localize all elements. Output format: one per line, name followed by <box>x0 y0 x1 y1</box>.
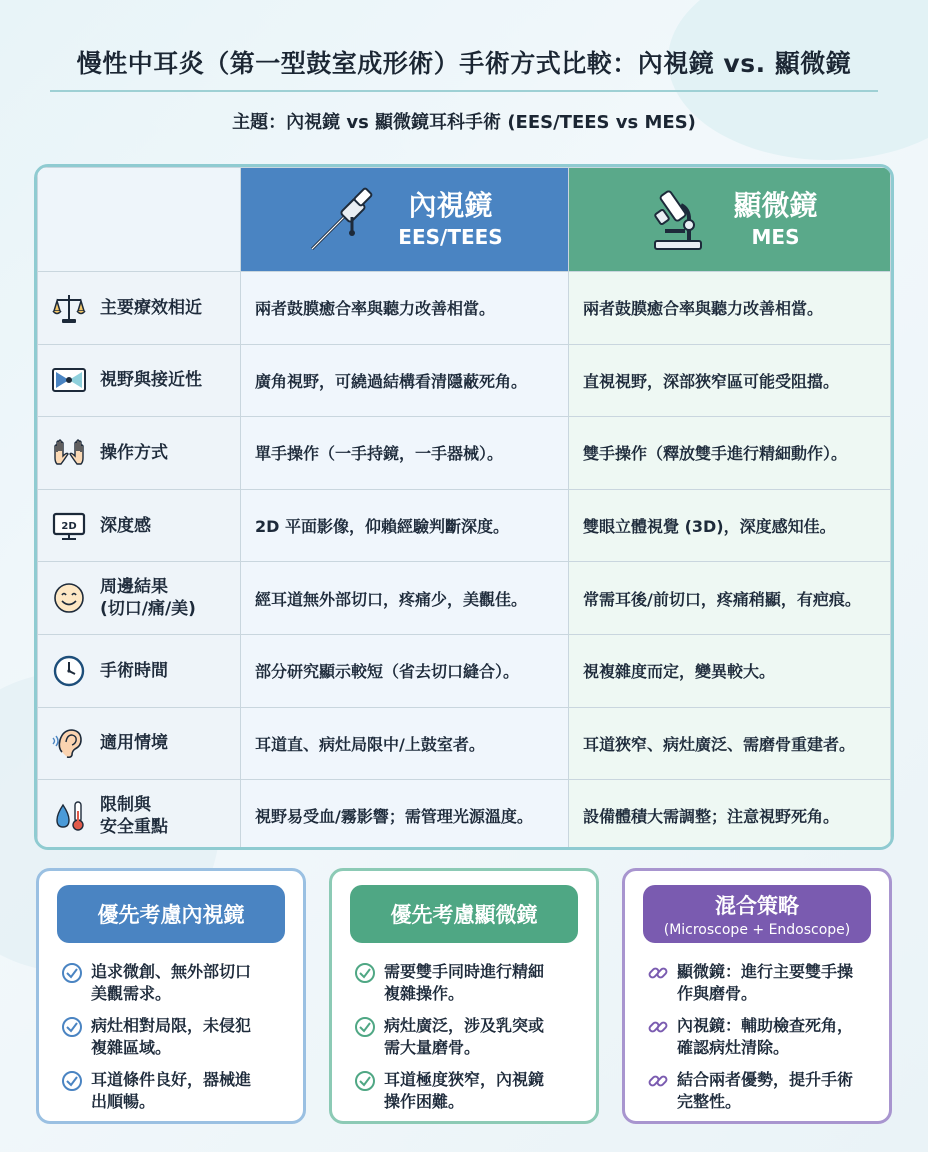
scale-icon <box>52 291 86 325</box>
endoscope-cell-text: 經耳道無外部切口，疼痛少，美觀佳。 <box>255 589 528 609</box>
endoscope-cell <box>241 272 569 345</box>
microscope-header-title: 顯微鏡 <box>733 188 818 222</box>
table-row <box>38 707 891 780</box>
table-row <box>38 272 891 345</box>
endoscope-cell-text: 單手操作（一手持鏡，一手器械）。 <box>255 444 504 464</box>
microscope-cell-text: 設備體積大需調整；注意視野死角。 <box>583 807 840 827</box>
list-item <box>647 1069 877 1113</box>
endoscope-cell-text: 視野易受血/霧影響；需管理光源溫度。 <box>255 807 533 827</box>
check-circle-icon <box>61 1070 83 1092</box>
list-item-text: 病灶廣泛，涉及乳突或 需大量磨骨。 <box>384 1016 545 1057</box>
card-title: 優先考慮內視鏡 <box>97 903 245 927</box>
list-item <box>647 1015 877 1059</box>
monitor-2d-text: 2D <box>61 520 77 532</box>
row-label-cell <box>38 417 241 490</box>
smiley-icon <box>52 581 86 615</box>
microscope-cell <box>569 562 891 635</box>
card-title: 混合策略 <box>715 894 799 918</box>
list-item-text: 耳道條件良好，器械進 出順暢。 <box>91 1070 252 1111</box>
microscope-priority-card <box>329 868 599 1124</box>
table-row <box>38 417 891 490</box>
row-label-cell <box>38 634 241 707</box>
microscope-cell-text: 直視視野，深部狹窄區可能受阻擋。 <box>583 371 840 391</box>
list-item-text: 耳道極度狹窄，內視鏡 操作困難。 <box>384 1070 545 1111</box>
check-circle-icon <box>61 1016 83 1038</box>
row-label: 限制與 安全重點 <box>100 794 168 837</box>
table-row <box>38 562 891 635</box>
endoscope-priority-card <box>36 868 306 1124</box>
microscope-cell <box>569 634 891 707</box>
list-item-text: 內視鏡：輔助檢查死角， 確認病灶清除。 <box>677 1016 854 1057</box>
row-label-cell <box>38 344 241 417</box>
card-list <box>647 961 877 1123</box>
endoscope-column-header <box>241 168 569 272</box>
endoscope-cell <box>241 417 569 490</box>
endoscope-cell <box>241 780 569 850</box>
list-item <box>647 961 877 1005</box>
list-item-text: 需要雙手同時進行精細 複雜操作。 <box>384 962 545 1003</box>
table-header-row <box>38 168 891 272</box>
microscope-cell-text: 雙手操作（釋放雙手進行精細動作）。 <box>583 444 848 464</box>
link-icon <box>647 1016 669 1038</box>
endoscope-cell <box>241 489 569 562</box>
microscope-column-header <box>569 168 891 272</box>
endoscope-cell-text: 部分研究顯示較短（省去切口縫合）。 <box>255 662 520 682</box>
row-label: 視野與接近性 <box>100 370 202 391</box>
table-row <box>38 344 891 417</box>
page-subtitle: 主題：內視鏡 vs 顯微鏡耳科手術 (EES/TEES vs MES) <box>232 112 696 133</box>
row-label-cell <box>38 489 241 562</box>
endoscope-cell <box>241 344 569 417</box>
endoscope-icon <box>306 181 380 259</box>
list-item <box>354 961 584 1005</box>
row-label: 操作方式 <box>100 442 168 463</box>
card-header <box>57 885 285 943</box>
list-item <box>61 1069 291 1113</box>
background-blob <box>668 0 928 160</box>
check-circle-icon <box>354 1016 376 1038</box>
list-item-text: 結合兩者優勢，提升手術 完整性。 <box>677 1070 854 1111</box>
card-list <box>354 961 584 1123</box>
microscope-cell <box>569 344 891 417</box>
list-item <box>354 1015 584 1059</box>
link-icon <box>647 1070 669 1092</box>
microscope-cell-text: 兩者鼓膜癒合率與聽力改善相當。 <box>583 299 824 319</box>
endoscope-cell-text: 2D 平面影像，仰賴經驗判斷深度。 <box>255 517 509 537</box>
row-label-cell <box>38 780 241 850</box>
microscope-header-subtitle: MES <box>751 224 800 249</box>
table-row <box>38 634 891 707</box>
clock-icon <box>52 654 86 688</box>
row-label-cell <box>38 562 241 635</box>
microscope-cell <box>569 489 891 562</box>
endoscope-cell <box>241 634 569 707</box>
microscope-cell <box>569 272 891 345</box>
list-item-text: 病灶相對局限，未侵犯 複雜區域。 <box>91 1016 252 1057</box>
table-row <box>38 489 891 562</box>
microscope-cell <box>569 780 891 850</box>
list-item <box>354 1069 584 1113</box>
row-label: 深度感 <box>100 515 151 536</box>
row-label-cell <box>38 707 241 780</box>
table-row <box>38 780 891 850</box>
microscope-icon <box>641 181 715 259</box>
view-icon <box>52 363 86 397</box>
table-corner-cell <box>38 168 241 272</box>
comparison-table <box>34 164 894 850</box>
microscope-cell-text: 耳道狹窄、病灶廣泛、需磨骨重建者。 <box>583 734 856 754</box>
check-circle-icon <box>61 962 83 984</box>
row-label: 主要療效相近 <box>100 297 202 318</box>
microscope-cell-text: 常需耳後/前切口，疼痛稍顯，有疤痕。 <box>583 589 861 609</box>
row-label-cell <box>38 272 241 345</box>
monitor-2d-icon <box>52 509 86 543</box>
card-title: 優先考慮顯微鏡 <box>390 903 538 927</box>
check-circle-icon <box>354 1070 376 1092</box>
ear-icon <box>52 726 86 760</box>
list-item <box>61 1015 291 1059</box>
list-item-text: 顯微鏡：進行主要雙手操 作與磨骨。 <box>677 962 854 1003</box>
hands-icon <box>52 436 86 470</box>
row-label: 周邊結果 (切口/痛/美) <box>100 577 196 620</box>
microscope-cell-text: 雙眼立體視覺 (3D)，深度感知佳。 <box>583 517 836 537</box>
check-circle-icon <box>354 962 376 984</box>
list-item-text: 追求微創、無外部切口 美觀需求。 <box>91 962 252 1003</box>
drop-thermometer-icon <box>52 799 86 833</box>
microscope-cell-text: 視複雜度而定，變異較大。 <box>583 662 776 682</box>
card-subtitle: (Microscope + Endoscope) <box>663 922 851 938</box>
endoscope-cell <box>241 562 569 635</box>
page-title: 慢性中耳炎（第一型鼓室成形術）手術方式比較：內視鏡 vs. 顯微鏡 <box>76 49 852 78</box>
endoscope-header-subtitle: EES/TEES <box>398 224 503 249</box>
microscope-cell <box>569 707 891 780</box>
row-label: 適用情境 <box>100 733 168 754</box>
endoscope-cell-text: 耳道直、病灶局限中/上鼓室者。 <box>255 734 485 754</box>
endoscope-cell <box>241 707 569 780</box>
card-header <box>643 885 871 943</box>
endoscope-header-title: 內視鏡 <box>408 188 493 222</box>
endoscope-cell-text: 廣角視野，可繞過結構看清隱蔽死角。 <box>255 371 528 391</box>
card-header <box>350 885 578 943</box>
link-icon <box>647 962 669 984</box>
microscope-cell <box>569 417 891 490</box>
card-list <box>61 961 291 1123</box>
list-item <box>61 961 291 1005</box>
row-label: 手術時間 <box>100 660 168 681</box>
endoscope-cell-text: 兩者鼓膜癒合率與聽力改善相當。 <box>255 299 496 319</box>
hybrid-strategy-card <box>622 868 892 1124</box>
title-divider <box>50 90 878 92</box>
